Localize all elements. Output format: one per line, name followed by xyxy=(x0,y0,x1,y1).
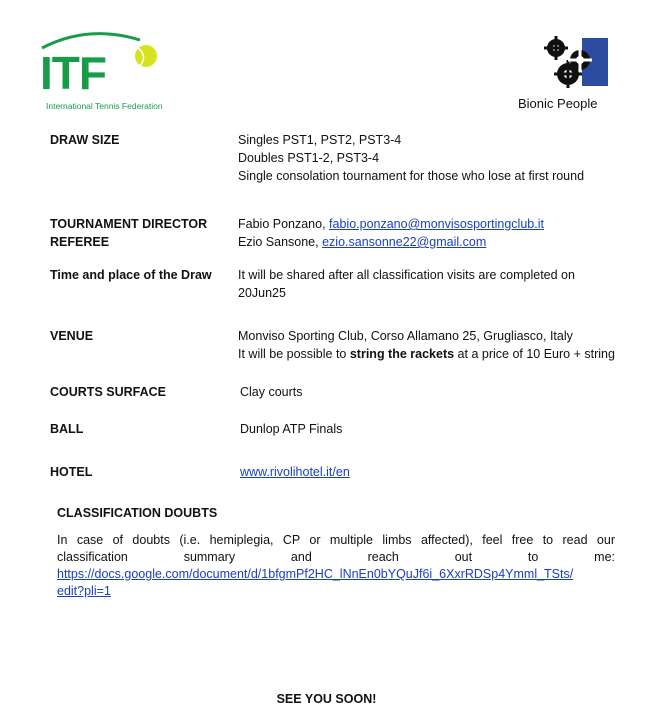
classification-line-1: In case of doubts (i.e. hemiplegia, CP or multiple limbs affected), feel free to read our xyxy=(57,533,615,547)
referee-email-link[interactable]: ezio.sansonne22@gmail.com xyxy=(322,235,487,249)
ball-label: BALL xyxy=(50,422,84,436)
draw-time-line-2: 20Jun25 xyxy=(238,286,286,300)
referee-label: REFEREE xyxy=(50,235,110,249)
classification-link-line-2: edit?pli=1 xyxy=(57,584,111,598)
itf-logo xyxy=(38,26,163,112)
ball-value: Dunlop ATP Finals xyxy=(240,422,343,436)
itf-letters: ITF xyxy=(40,47,106,99)
venue-line-2-post: at a price of 10 Euro + string xyxy=(454,347,615,361)
closing-text: SEE YOU SOON! xyxy=(276,692,377,706)
director-label: TOURNAMENT DIRECTOR xyxy=(50,217,208,231)
classification-doc-link[interactable] xyxy=(57,566,573,600)
hotel-label: HOTEL xyxy=(50,465,93,479)
venue-line-1: Monviso Sporting Club, Corso Allamano 25, Grugliasco, Italy xyxy=(238,329,573,343)
director-email-link[interactable]: fabio.ponzano@monvisosportingclub.it xyxy=(329,217,544,231)
director-value xyxy=(238,215,544,233)
venue-line-2 xyxy=(238,345,615,363)
courts-label: COURTS SURFACE xyxy=(50,385,166,399)
draw-time-line-1: It will be shared after all classification visits are completed on xyxy=(238,268,575,282)
draw-time-label: Time and place of the Draw xyxy=(50,268,212,282)
bionic-people-name: Bionic People xyxy=(518,96,598,111)
venue-line-2-pre: It will be possible to xyxy=(238,347,350,361)
referee-name: Ezio Sansone, xyxy=(238,235,323,249)
classification-heading: CLASSIFICATION DOUBTS xyxy=(57,506,218,520)
bionic-people-logo xyxy=(518,34,628,114)
itf-subtitle: International Tennis Federation xyxy=(46,101,163,111)
referee-value xyxy=(238,233,486,251)
draw-size-line-3: Single consolation tournament for those who lose at first round xyxy=(238,169,585,183)
venue-line-2-bold: string the rackets xyxy=(349,347,455,361)
draw-size-line-2: Doubles PST1-2, PST3-4 xyxy=(238,151,380,165)
director-name: Fabio Ponzano, xyxy=(238,217,330,231)
classification-line-2: classification summary and reach out to me: xyxy=(57,550,615,564)
draw-size-label: DRAW SIZE xyxy=(50,133,120,147)
venue-label: VENUE xyxy=(50,329,94,343)
gears-icon xyxy=(532,34,612,90)
courts-value: Clay courts xyxy=(240,385,303,399)
draw-size-line-1: Singles PST1, PST2, PST3-4 xyxy=(238,133,402,147)
hotel-link[interactable]: www.rivolihotel.it/en xyxy=(240,465,350,479)
classification-link-line-1: https://docs.google.com/document/d/1bfgmPf2HC_lNnEn0bYQuJf6i_6XxrRDSp4Ymml_TSts/ xyxy=(57,567,574,581)
